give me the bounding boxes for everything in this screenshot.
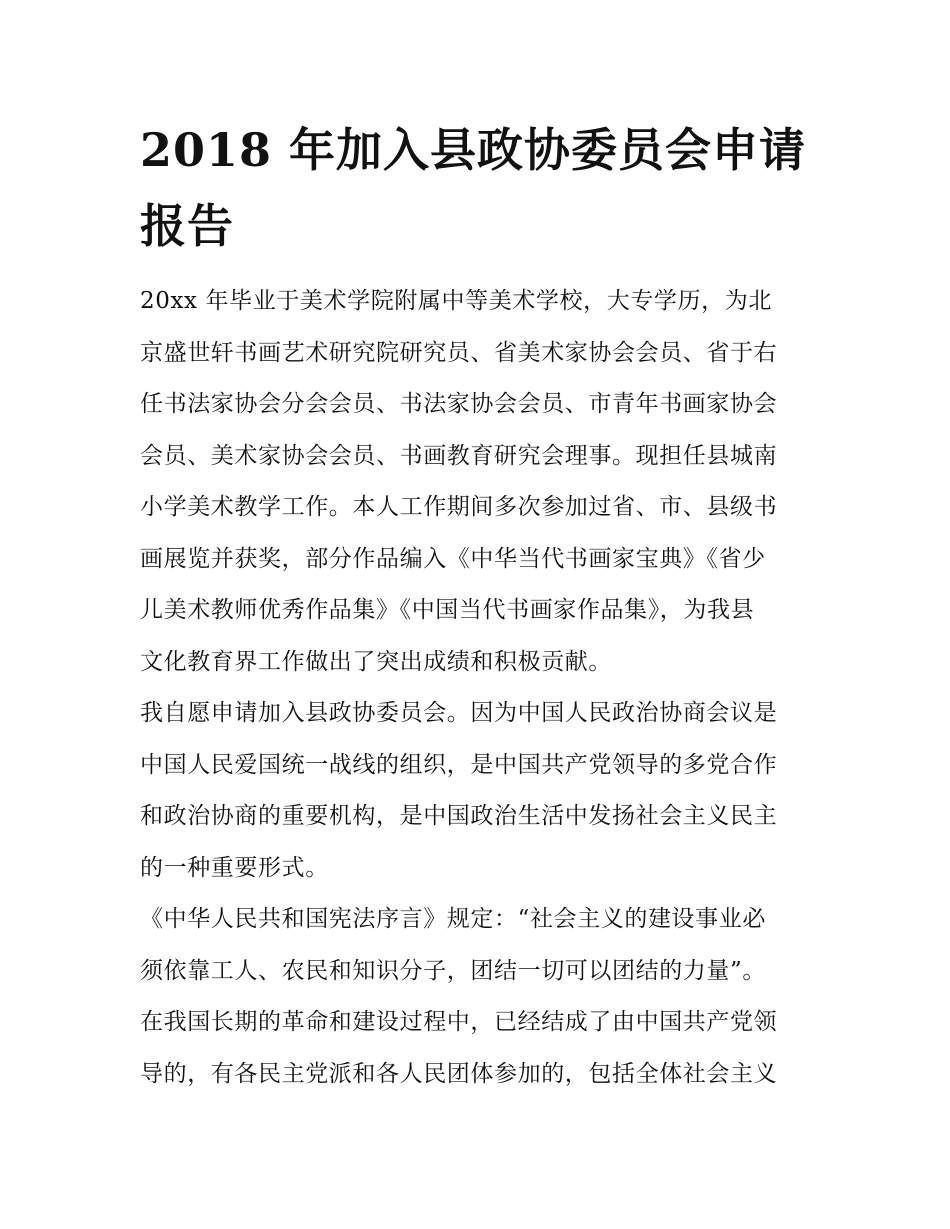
body-line: 20xx 年毕业于美术学院附属中等美术学校，大专学历，为北 bbox=[140, 288, 772, 314]
body-line: 文化教育界工作做出了突出成绩和积极贡献。 bbox=[140, 648, 612, 675]
body-line: 在我国长期的革命和建设过程中，已经结成了由中国共产党领 bbox=[140, 1009, 778, 1035]
body-line: 画展览并获奖，部分作品编入《中华当代书画家宝典》《省少 bbox=[140, 545, 766, 572]
body-line: 和政治协商的重要机构，是中国政治生活中发扬社会主义民主 bbox=[140, 803, 778, 829]
document-body bbox=[140, 276, 820, 1100]
body-line: 小学美术教学工作。本人工作期间多次参加过省、市、县级书 bbox=[140, 494, 778, 520]
body-line: 《中华人民共和国宪法序言》规定：“社会主义的建设事业必 bbox=[140, 906, 766, 932]
body-line: 的一种重要形式。 bbox=[140, 854, 329, 881]
title-line bbox=[140, 112, 820, 188]
title-text: 报告 bbox=[140, 199, 234, 253]
title-text: 年加入县政协委员会申请 bbox=[272, 123, 807, 177]
body-line: 中国人民爱国统一战线的组织，是中国共产党领导的多党合作 bbox=[140, 751, 778, 778]
document-title bbox=[140, 112, 820, 264]
title-year: 2018 bbox=[140, 123, 273, 177]
body-line: 任书法家协会分会会员、书法家协会会员、市青年书画家协会 bbox=[140, 391, 778, 417]
title-line bbox=[140, 188, 820, 264]
body-line: 儿美术教师优秀作品集》《中国当代书画家作品集》，为我县 bbox=[140, 597, 755, 623]
body-line: 我自愿申请加入县政协委员会。因为中国人民政治协商会议是 bbox=[140, 700, 778, 726]
body-line: 须依靠工人、农民和知识分子，团结一切可以团结的力量”。 bbox=[140, 957, 766, 984]
body-line: 京盛世轩书画艺术研究院研究员、省美术家协会会员、省于右 bbox=[140, 339, 778, 366]
body-line: 会员、美术家协会会员、书画教育研究会理事。现担任县城南 bbox=[140, 442, 778, 469]
body-line: 导的，有各民主党派和各人民团体参加的，包括全体社会主义 bbox=[140, 1060, 778, 1087]
